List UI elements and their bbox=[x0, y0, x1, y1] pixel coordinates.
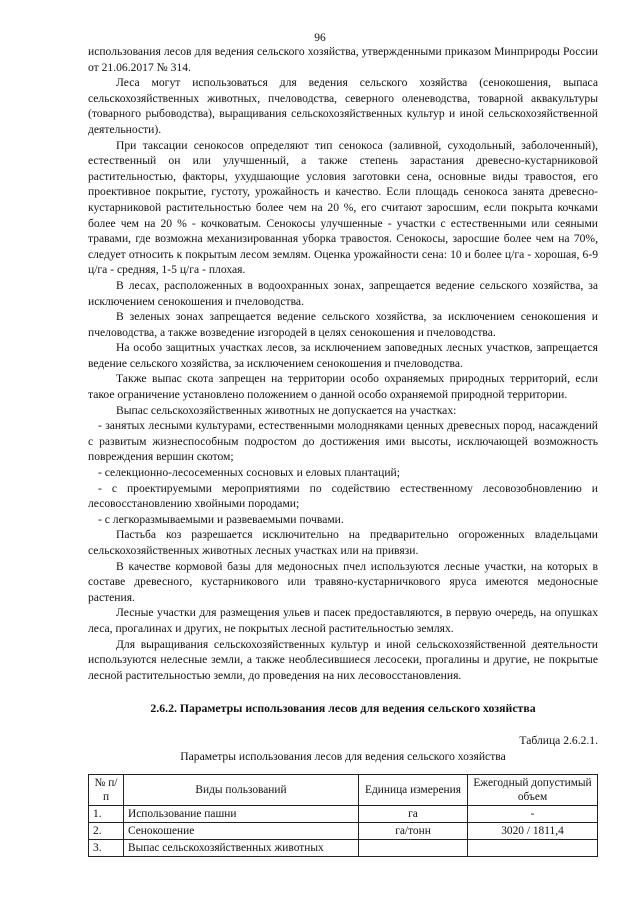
paragraph: Для выращивания сельскохозяйственных культур и иной сельскохозяйственной деятельности используются нелесные земли, а также необлесившиеся лесосеки, прогалины и другие, не покрытые лесной растительностью земли, до проведения на них лесовосстановления. bbox=[88, 637, 598, 682]
paragraph: Лесные участки для размещения ульев и пасек предоставляются, в первую очередь, на опушках леса, прогалинах и других, не покрытых лесной растительностью землях. bbox=[88, 606, 598, 635]
paragraph: использования лесов для ведения сельского хозяйства, утвержденными приказом Минприроды России от 21.06.2017 № 314. bbox=[88, 45, 598, 74]
table-cell: Сенокошение bbox=[124, 823, 359, 840]
paragraph: Леса могут использоваться для ведения сельского хозяйства (сенокошения, выпаса сельскохозяйственных животных, пчеловодства, северного оленеводства, товарной аквакультуры (товарного рыбоводства), выращивания сельскохозяйственных культур и иной сельскохозяйственной деятельности). bbox=[88, 76, 598, 136]
section-title: 2.6.2. Параметры использования лесов для ведения сельского хозяйства bbox=[150, 701, 536, 716]
table-title: Параметры использования лесов для ведения сельского хозяйства bbox=[180, 749, 506, 763]
table-header-row bbox=[89, 775, 598, 806]
table-cell: 3020 / 1811,4 bbox=[468, 823, 598, 840]
column-header: № п/п bbox=[89, 775, 124, 806]
table-row bbox=[89, 840, 598, 857]
list-item: - занятых лесными культурами, естественными молодняками ценных древесных пород, насаждений с развитым жизнеспособным подростом до достижения ими высоты, исключающей возможность повреждения вершин скотом; bbox=[88, 419, 598, 464]
table-cell: га bbox=[359, 806, 468, 823]
paragraph: Выпас сельскохозяйственных животных не допускается на участках: bbox=[116, 403, 457, 417]
column-header: Виды пользований bbox=[124, 775, 359, 806]
page-number: 96 bbox=[314, 32, 326, 44]
list-item: - селекционно-лесосеменных сосновых и еловых плантаций; bbox=[98, 466, 400, 480]
column-header: Единица измерения bbox=[359, 775, 468, 806]
parameters-table bbox=[88, 774, 598, 857]
paragraph: На особо защитных участках лесов, за исключением заповедных лесных участков, запрещается ведение сельского хозяйства, за исключением сенокошения и пчеловодства. bbox=[88, 341, 598, 370]
table-row bbox=[89, 806, 598, 823]
table-cell: - bbox=[468, 806, 598, 823]
column-header: Ежегодный допустимый объем bbox=[468, 775, 598, 806]
table-cell: Выпас сельскохозяйственных животных bbox=[124, 840, 359, 857]
list-item: - с проектируемыми мероприятиями по содействию естественному лесовозобновлению и лесовосстановлению хвойными породами; bbox=[88, 481, 598, 511]
table-row bbox=[89, 823, 598, 840]
list-item: - с легкоразмываемыми и развеваемыми почвами. bbox=[98, 512, 344, 526]
paragraph: В лесах, расположенных в водоохранных зонах, запрещается ведение сельского хозяйства, за исключением сенокошения и пчеловодства. bbox=[88, 278, 598, 308]
paragraph: В зеленых зонах запрещается ведение сельского хозяйства, за исключением сенокошения и пчеловодства, а также возведение изгородей в целях сенокошения и пчеловодства. bbox=[88, 310, 598, 339]
table-cell: 3. bbox=[89, 840, 124, 857]
table-cell: га/тонн bbox=[359, 823, 468, 840]
paragraph: При таксации сенокосов определяют тип сенокоса (заливной, суходольный, заболоченный), естественный он или улучшенный, а также степень зарастания древесно-кустарниковой растительностью, факторы, ухудшающие условия заготовки сена, основные виды травостоя, его проективное покрытие, густоту, урожайность и качество. Если площадь сенокоса занята древесно-кустарниковой растительностью более чем на 20 %, его считают заросшим, если покрыта кочками более чем на 20 % - кочковатым. Сенокосы улучшенные - участки с естественными или сеяными травами, где возможна механизированная уборка травостоя. Сенокосы, заросшие более чем на 70%, следует относить к покрытым лесом землям. Оценка урожайности сена: 10 и более ц/га - хорошая, 6-9 ц/га - средняя, 1-5 ц/га - плохая. bbox=[88, 138, 598, 277]
page-content bbox=[88, 44, 598, 857]
table-cell bbox=[468, 840, 598, 857]
table-cell: 2. bbox=[89, 823, 124, 840]
paragraph: В качестве кормовой базы для медоносных пчел используются лесные участки, на которых в составе древесного, кустарникового или травяно-кустарничкового яруса имеются медоносные растения. bbox=[88, 559, 598, 604]
table-caption: Таблица 2.6.2.1. bbox=[519, 733, 598, 747]
table-cell: Использование пашни bbox=[124, 806, 359, 823]
paragraph: Также выпас скота запрещен на территории особо охраняемых природных территорий, если такое ограничение установлено положением о данной особо охраняемой природной территории. bbox=[88, 372, 598, 402]
paragraph: Пастьба коз разрешается исключительно на предварительно огороженных владельцами сельскохозяйственных животных лесных участках или на привязи. bbox=[88, 528, 598, 557]
table-cell: 1. bbox=[89, 806, 124, 823]
table-cell bbox=[359, 840, 468, 857]
